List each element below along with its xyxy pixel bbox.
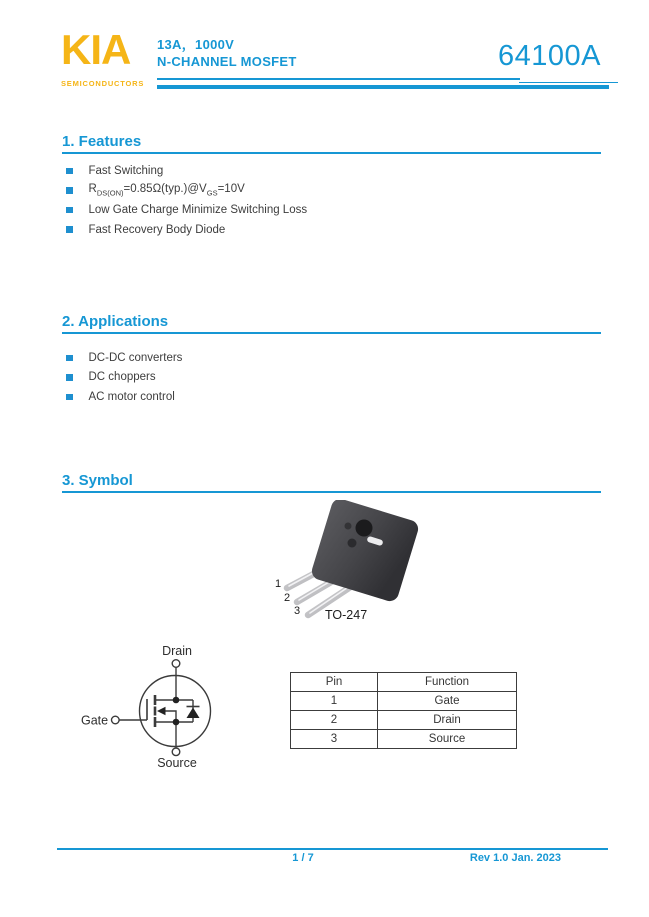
pin-function-table (290, 672, 517, 749)
to247-package-image (255, 500, 445, 628)
bullet-square-icon (66, 207, 73, 214)
symbol-title: 3. Symbol (62, 472, 133, 489)
mosfet-symbol-diagram (78, 640, 268, 775)
features-title: 1. Features (62, 133, 142, 150)
feature-item (62, 161, 307, 181)
pin-cell: 2 (291, 711, 378, 730)
feature-text: Fast Recovery Body Diode (88, 223, 226, 236)
package-pin3-label: 3 (294, 605, 301, 617)
body-arrow-icon (157, 707, 166, 715)
package-name-label: TO-247 (325, 608, 368, 622)
package-pin2-label: 2 (284, 592, 291, 604)
features-list (62, 161, 307, 239)
feature-item (62, 200, 307, 220)
feature-item (62, 220, 307, 240)
footer-rule (57, 848, 608, 850)
function-cell: Gate (378, 692, 517, 711)
page-indicator: 1 / 7 (292, 852, 314, 864)
drain-label: Drain (162, 644, 192, 658)
header-thick-bar (157, 85, 609, 90)
function-column-header: Function (378, 673, 517, 692)
symbol-rule (62, 491, 601, 493)
function-cell: Drain (378, 711, 517, 730)
device-summary (157, 36, 297, 70)
application-text: DC choppers (88, 371, 156, 384)
application-item (62, 348, 182, 368)
feature-item (62, 181, 307, 201)
revision-label: Rev 1.0 Jan. 2023 (469, 852, 561, 864)
applications-rule (62, 332, 601, 334)
features-rule (62, 152, 601, 154)
gate-terminal-icon (112, 716, 120, 724)
application-text: AC motor control (88, 390, 175, 403)
bullet-square-icon (66, 374, 73, 381)
gate-label: Gate (81, 713, 109, 728)
part-number: 64100A (498, 40, 601, 72)
table-header-row (291, 673, 517, 692)
bullet-square-icon (66, 168, 73, 175)
application-item (62, 368, 182, 388)
drain-junction-dot (173, 697, 180, 704)
application-item (62, 387, 182, 407)
header-hairline (157, 78, 520, 80)
bullet-square-icon (66, 187, 73, 194)
table-row (291, 692, 517, 711)
device-rating: 13A，1000V (157, 37, 235, 52)
pin-cell: 1 (291, 692, 378, 711)
pin-cell: 3 (291, 730, 378, 749)
part-number-underline (519, 82, 618, 84)
table-row (291, 730, 517, 749)
bullet-square-icon (66, 226, 73, 233)
source-terminal-icon (172, 748, 180, 756)
source-junction-dot (173, 719, 180, 726)
applications-title: 2. Applications (62, 313, 169, 330)
body-diode-icon (187, 708, 200, 719)
feature-text: Low Gate Charge Minimize Switching Loss (88, 203, 308, 216)
source-label: Source (157, 756, 197, 770)
bullet-square-icon (66, 394, 73, 401)
feature-text: Fast Switching (88, 164, 164, 177)
device-type: N-CHANNEL MOSFET (157, 54, 297, 69)
package-pin1-label: 1 (275, 578, 282, 590)
applications-list (62, 348, 182, 407)
pin-column-header: Pin (291, 673, 378, 692)
bullet-square-icon (66, 355, 73, 362)
kia-logo-subtitle: SEMICONDUCTORS (61, 79, 145, 88)
kia-logo: KIA (61, 26, 131, 73)
feature-text: $R_{DS(ON)}=0.85\Omega(typ.)@V_{GS}=10V$ (88, 183, 245, 198)
table-row (291, 711, 517, 730)
mounting-hole (356, 520, 373, 537)
function-cell: Source (378, 730, 517, 749)
drain-terminal-icon (172, 660, 180, 668)
application-text: DC-DC converters (88, 351, 183, 364)
